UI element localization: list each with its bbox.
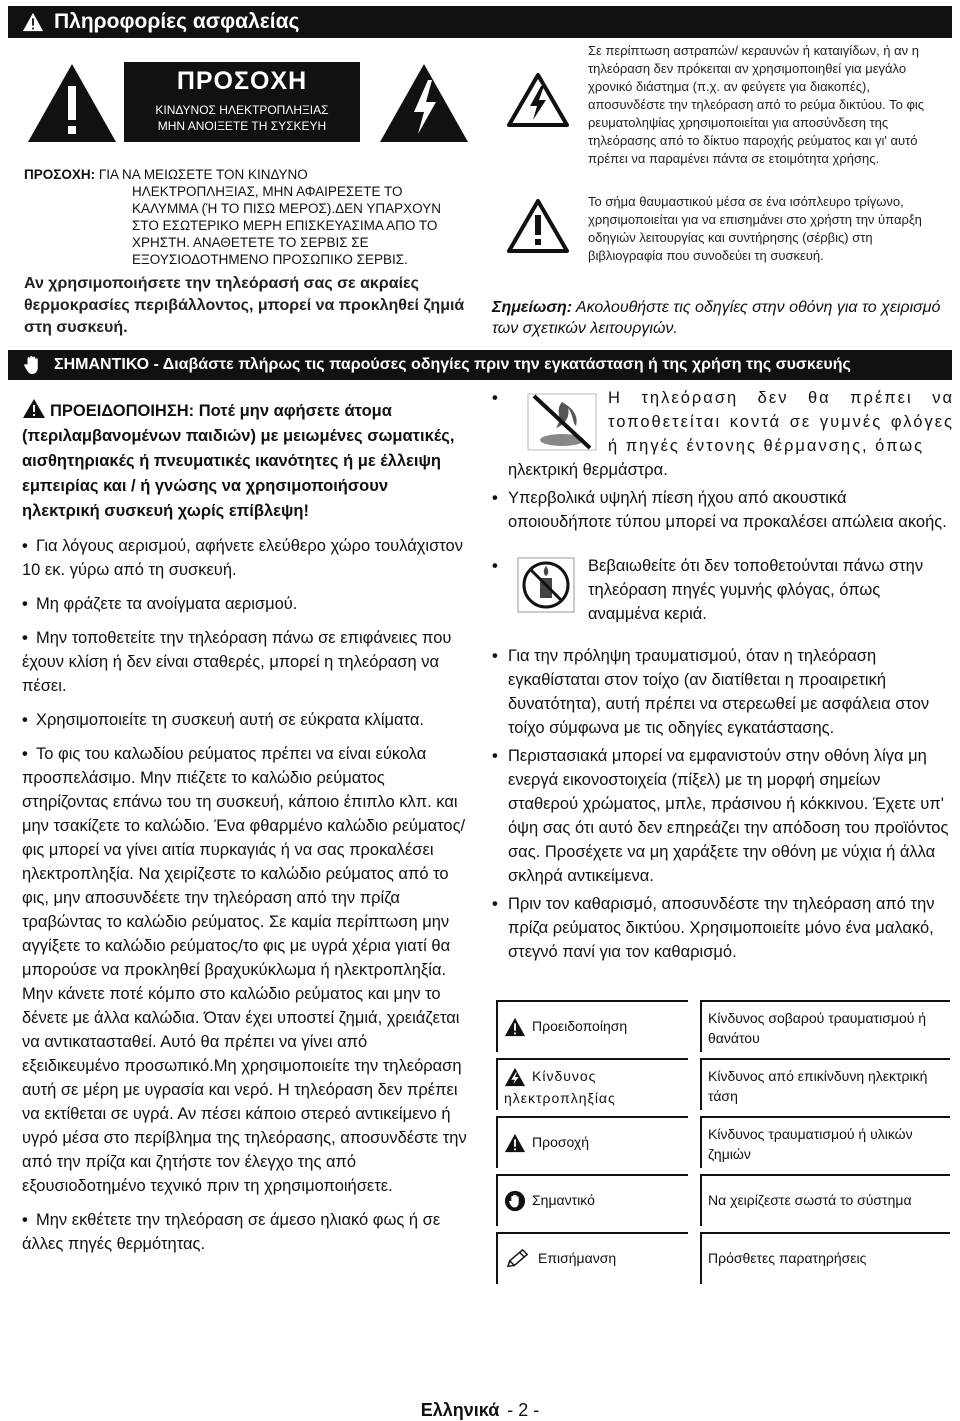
- page-title: Πληροφορίες ασφαλείας: [54, 10, 300, 33]
- legend-desc-cell: Πρόσθετες παρατηρήσεις: [700, 1232, 950, 1284]
- legend-row: [496, 1174, 952, 1232]
- caution-note: [24, 166, 470, 268]
- right-column: [492, 386, 954, 968]
- caution-triangle-icon: [504, 1132, 526, 1154]
- caution-heading: ΠΡΟΣΟΧΗ: [176, 67, 308, 95]
- no-candle-icon: [516, 556, 576, 614]
- list-item: • Για λόγους αερισμού, αφήνετε ελεύθερο χώρο τουλάχιστον 10 εκ. γύρω από τη συσκευή.: [22, 537, 463, 579]
- legend-label-cell: Προσοχή: [496, 1116, 688, 1168]
- caution-note-first: ΓΙΑ ΝΑ ΜΕΙΩΣΕΤΕ ΤΟΝ ΚΙΝΔΥΝΟ: [95, 167, 308, 182]
- page-number: - 2 -: [507, 1400, 540, 1420]
- footer-language: Ελληνικά: [420, 1400, 500, 1420]
- lightning-outline-icon: [506, 72, 570, 128]
- lightning-triangle-icon: [378, 62, 470, 144]
- list-item: • Περιστασιακά μπορεί να εμφανιστούν στην οθόνη λίγα μη ενεργά εικονοστοιχεία (πίξελ) με τη μορφή σημείων σταθερού χρώματος, μπλε, πράσινου ή κόκκινου. Έχετε υπ' όψη σας ότι αυτό δεν επηρεάζει την απόδοση του προϊόντος σας. Προσέχετε να μη χαράξετε την οθόνη με νύχια ή άλλα σκληρά αντικείμενα.: [492, 747, 949, 885]
- list-item: • Η τηλεόραση δεν θα πρέπει να τοποθετείται κοντά σε γυμνές φλόγες ή πηγές έντονης θέρμανσης, όπως ηλεκτρική θερμάστρα.: [492, 386, 954, 482]
- legend-row: [496, 1000, 952, 1058]
- list-item: • Πριν τον καθαρισμό, αποσυνδέστε την τηλεόραση από την πρίζα ρεύματος δικτύου. Χρησιμοποιείτε μόνο ένα μαλακό, στεγνό πανί για τον καθαρισμό.: [492, 895, 935, 961]
- list-item: • Μην εκθέτετε την τηλεόραση σε άμεσο ηλιακό φως ή σε άλλες πηγές θερμότητας.: [22, 1211, 441, 1253]
- warning-paragraph: [22, 398, 468, 524]
- legend-label-cell: Επισήμανση: [496, 1232, 688, 1284]
- legend-label-cell: Κίνδυνος ηλεκτροπληξίας: [496, 1058, 688, 1110]
- caution-subline-1: ΚΙΝΔΥΝΟΣ ΗΛΕΚΤΡΟΠΛΗΞΙΑΣ: [155, 103, 329, 117]
- pencil-icon: [504, 1248, 532, 1270]
- left-bullet-list: [22, 534, 468, 1256]
- legend-desc-cell: Κίνδυνος σοβαρού τραυματισμού ή θανάτου: [700, 1000, 950, 1052]
- left-column: [22, 398, 468, 1266]
- caution-note-label: ΠΡΟΣΟΧΗ:: [24, 167, 96, 182]
- exclamation-triangle-icon: [26, 62, 118, 144]
- note-label: Σημείωση:: [492, 299, 573, 316]
- important-bar: [8, 350, 952, 380]
- list-item: • Υπερβολικά υψηλή πίεση ήχου από ακουστικά οποιουδήποτε τύπου μπορεί να προκαλέσει απώλεια ακοής.: [492, 489, 947, 531]
- list-item: • Για την πρόληψη τραυματισμού, όταν η τηλεόραση εγκαθίσταται στον τοίχο (αν διατίθεται η προαιρετική δυνατότητα), αυτή πρέπει να στερεωθεί με ασφάλεια στον τοίχο σύμφωνα με τις οδηγίες εγκατάστασης.: [492, 647, 930, 737]
- legend-desc-cell: Κίνδυνος τραυματισμού ή υλικών ζημιών: [700, 1116, 950, 1168]
- list-item: • Βεβαιωθείτε ότι δεν τοποθετούνται πάνω στην τηλεόραση πηγές γυμνής φλόγας, όπως αναμμένα κεριά.: [492, 554, 954, 640]
- section-title-bar: [8, 6, 952, 38]
- legend-row: [496, 1232, 952, 1290]
- note-text: [492, 297, 954, 339]
- warning-text: ΠΡΟΕΙΔΟΠΟΙΗΣΗ: Ποτέ μην αφήσετε άτομα (περιλαμβανομένων παιδιών) με μειωμένες σωματικές, αισθητηριακές ή πνευματικές ικανότητες ή με έλλειψη εμπειρίας και / ή γνώσης να χρησιμοποιήσουν ηλεκτρική συσκευή χωρίς επίβλεψη!: [22, 402, 455, 520]
- legend-desc-cell: Να χειρίζεστε σωστά το σύστημα: [700, 1174, 950, 1226]
- caution-subline-2: ΜΗΝ ΑΝΟΙΞΕΤΕ ΤΗ ΣΥΣΚΕΥΗ: [157, 119, 327, 133]
- legend-label-cell: Προειδοποίηση: [496, 1000, 688, 1052]
- no-heater-icon: [522, 388, 602, 454]
- list-item: • Μην τοποθετείτε την τηλεόραση πάνω σε επιφάνειες που έχουν κλίση ή δεν είναι σταθερές, μπορεί η τηλεόραση να πέσει.: [22, 629, 452, 695]
- exclamation-outline-icon: [506, 198, 570, 254]
- hand-icon: [22, 354, 44, 376]
- exclamation-explanation: Το σήμα θαυμαστικού μέσα σε ένα ισόπλευρο τρίγωνο, χρησιμοποιείται για να επισημάνει στο χρήστη την ύπαρξη οδηγιών λειτουργίας και συντήρησης (σέρβις) στη βιβλιογραφία που συνοδεύει τη συσκευή.: [588, 194, 922, 263]
- symbol-legend: [496, 1000, 952, 1290]
- lightning-explanation: Σε περίπτωση αστραπών/ κεραυνών ή καταιγίδων, ή αν η τηλεόραση δεν πρόκειται αν χρησιμοποιηθεί για μεγάλο χρονικό διάστημα (π.χ. αν φεύγετε για διακοπές), αποσυνδέστε την τηλεόραση από το ρεύμα δικτύου. Το φις ρευματοληψίας χρησιμοποιείται για αποσύνδεση της τηλεόρασης από το δίκτυο παροχής ρεύματος και γι' αυτό πρέπει να παραμένει πάντα σε ετοιμότητα χρήσης.: [588, 43, 925, 166]
- heater-text-rest: ηλεκτρική θερμάστρα.: [508, 461, 668, 479]
- legend-row: [496, 1116, 952, 1174]
- list-item: • Το φις του καλωδίου ρεύματος πρέπει να είναι εύκολα προσπελάσιμο. Μην πιέζετε το καλώδιο ρεύματος στηρίζοντας επάνω του τη συσκευή, κάποιο έπιπλο κλπ. και μην τσακίζετε το καλώδιο. Ένα φθαρμένο καλώδιο ρεύματος/φις μπορεί να γίνει αιτία πυρκαγιάς ή να σας προκαλέσει ηλεκτροπληξία. Να χειρίζεστε το καλώδιο ρεύματος από το φις, μην αποσυνδέετε την τηλεόραση από την πρίζα τραβώντας το καλώδιο ρεύματος. Σε καμία περίπτωση μην αγγίξετε το καλώδιο ρεύματος/το φις με υγρά χέρια γιατί θα μπορούσε να προκληθεί βραχυκύκλωμα ή ηλεκτροπληξία. Μην κάνετε ποτέ κόμπο στο καλώδιο ρεύματος και μην το δένετε με άλλα καλώδια. Όταν έχει υποστεί ζημιά, χρειάζεται να αντικατασταθεί. Αυτό θα πρέπει να γίνει από εξειδικευμένο προσωπικό.Μη χρησιμοποιείτε την τηλεόραση αυτή σε μέρη με υγρασία και νερό. Η τηλεόραση δεν πρέπει να εκτίθεται σε υγρά. Αν πέσει κάποιο στερεό αντικείμενο ή υγρό μέσα στο περίβλημα της τηλεόρασης, αποσυνδέστε την από την πρίζα και ζητήστε τον έλεγχο της από εξουσιοδοτημένο τεχνικό πριν τη χρησιμοποιήσετε.: [22, 745, 467, 1195]
- caution-box: [124, 62, 360, 142]
- temperature-warning: Αν χρησιμοποιήσετε την τηλεόρασή σας σε ακραίες θερμοκρασίες περιβάλλοντος, μπορεί να προκληθεί ζημιά στη συσκευή.: [24, 275, 465, 336]
- candle-text: Βεβαιωθείτε ότι δεν τοποθετούνται πάνω στην τηλεόραση πηγές γυμνής φλόγας, όπως αναμμένα κεριά.: [588, 557, 924, 623]
- page-footer: [0, 1400, 960, 1421]
- warning-small-icon: [22, 398, 46, 419]
- warning-triangle-icon: [504, 1016, 526, 1038]
- heater-text-first: Η τηλεόραση δεν θα πρέπει να τοποθετείται κοντά σε γυμνές φλόγες ή πηγές έντονης θέρμανσης, όπως: [608, 389, 954, 455]
- note-body: Ακολουθήστε τις οδηγίες στην οθόνη για το χειρισμό των σχετικών λειτουργιών.: [492, 299, 941, 337]
- list-item: • Χρησιμοποιείτε τη συσκευή αυτή σε εύκρατα κλίματα.: [22, 711, 424, 729]
- important-text: ΣΗΜΑΝΤΙΚΟ - Διαβάστε πλήρως τις παρούσες οδηγίες πριν την εγκατάσταση ή της χρήση της συσκευής: [54, 356, 851, 373]
- legend-row: [496, 1058, 952, 1116]
- list-item: • Μη φράζετε τα ανοίγματα αερισμού.: [22, 595, 298, 613]
- hand-icon: [504, 1190, 526, 1212]
- warning-triangle-icon: [22, 11, 44, 33]
- legend-desc-cell: Κίνδυνος από επικίνδυνη ηλεκτρική τάση: [700, 1058, 950, 1110]
- shock-triangle-icon: [504, 1066, 526, 1088]
- caution-note-rest: ΗΛΕΚΤΡΟΠΛΗΞΙΑΣ, ΜΗΝ ΑΦΑΙΡΕΣΕΤΕ ΤΟ ΚΑΛΥΜΜΑ (Ή ΤΟ ΠΙΣΩ ΜΕΡΟΣ).ΔΕΝ ΥΠΑΡΧΟΥΝ ΣΤΟ ΕΣΩΤΕΡΙΚΟ ΜΕΡΗ ΕΠΙΣΚΕΥΑΣΙΜΑ ΑΠΟ ΤΟ ΧΡΗΣΤΗ. ΑΝΑΘΕΤΕΤΕ ΤΟ ΣΕΡΒΙΣ ΣΕ ΕΞΟΥΣΙΟΔΟΤΗΜΕΝΟ ΠΡΟΣΩΠΙΚΟ ΣΕΡΒΙΣ.: [132, 184, 441, 267]
- legend-label-cell: Σημαντικό: [496, 1174, 688, 1226]
